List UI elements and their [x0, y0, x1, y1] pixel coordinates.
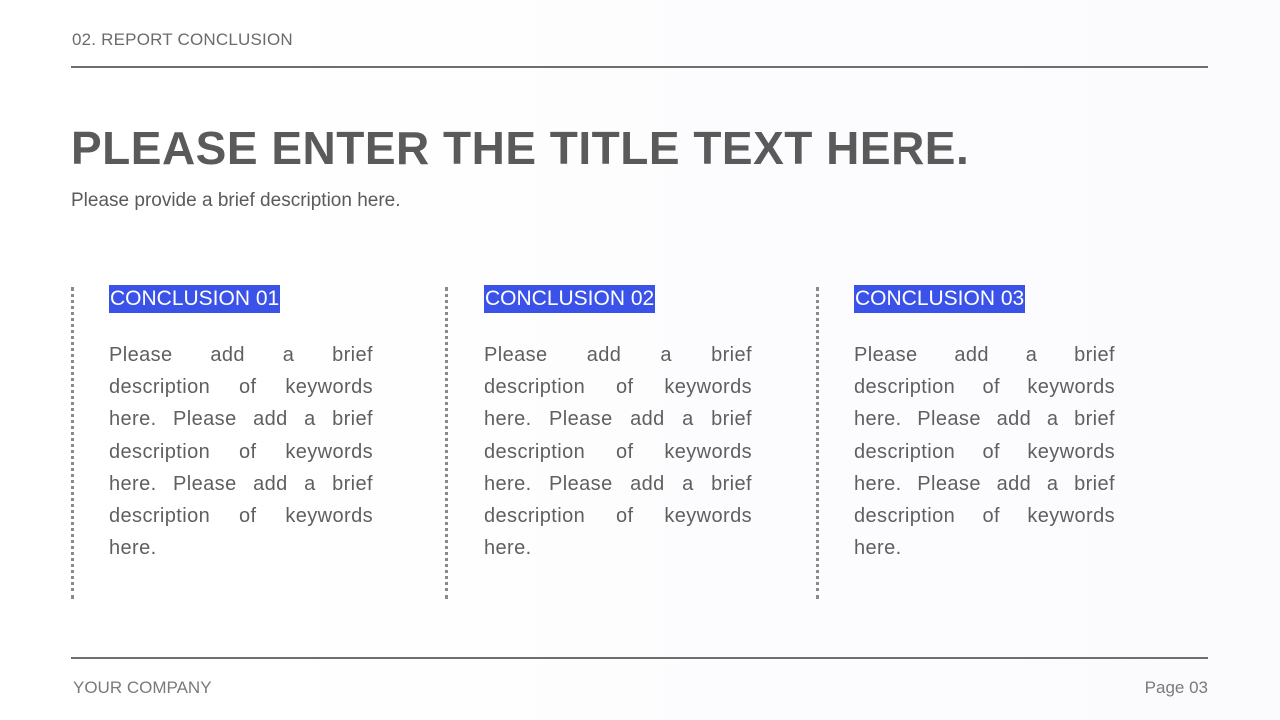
bottom-divider	[71, 657, 1208, 659]
conclusion-heading[interactable]: CONCLUSION 02	[484, 285, 655, 313]
conclusion-column-2	[484, 285, 752, 564]
conclusion-body[interactable]: Please add a brief description of keywords here. Please add a brief description of keywords here. Please add a brief description of keywords here.	[854, 344, 1115, 560]
conclusion-body[interactable]: Please add a brief description of keywords here. Please add a brief description of keywords here. Please add a brief description of keywords here.	[109, 344, 373, 560]
slide-title[interactable]: PLEASE ENTER THE TITLE TEXT HERE.	[71, 122, 970, 174]
column-divider	[816, 287, 819, 599]
conclusion-body[interactable]: Please add a brief description of keywords here. Please add a brief description of keywords here. Please add a brief description of keywords here.	[484, 344, 752, 560]
conclusion-heading[interactable]: CONCLUSION 01	[109, 285, 280, 313]
footer-company: YOUR COMPANY	[73, 678, 212, 697]
slide-subtitle[interactable]: Please provide a brief description here.	[71, 190, 401, 211]
column-divider	[71, 287, 74, 599]
column-divider	[445, 287, 448, 599]
conclusion-heading[interactable]: CONCLUSION 03	[854, 285, 1025, 313]
section-label: 02. REPORT CONCLUSION	[72, 30, 293, 49]
top-divider	[71, 66, 1208, 68]
conclusion-column-1	[109, 285, 373, 564]
footer-page-number: Page 03	[1144, 678, 1208, 697]
conclusion-column-3	[854, 285, 1115, 564]
